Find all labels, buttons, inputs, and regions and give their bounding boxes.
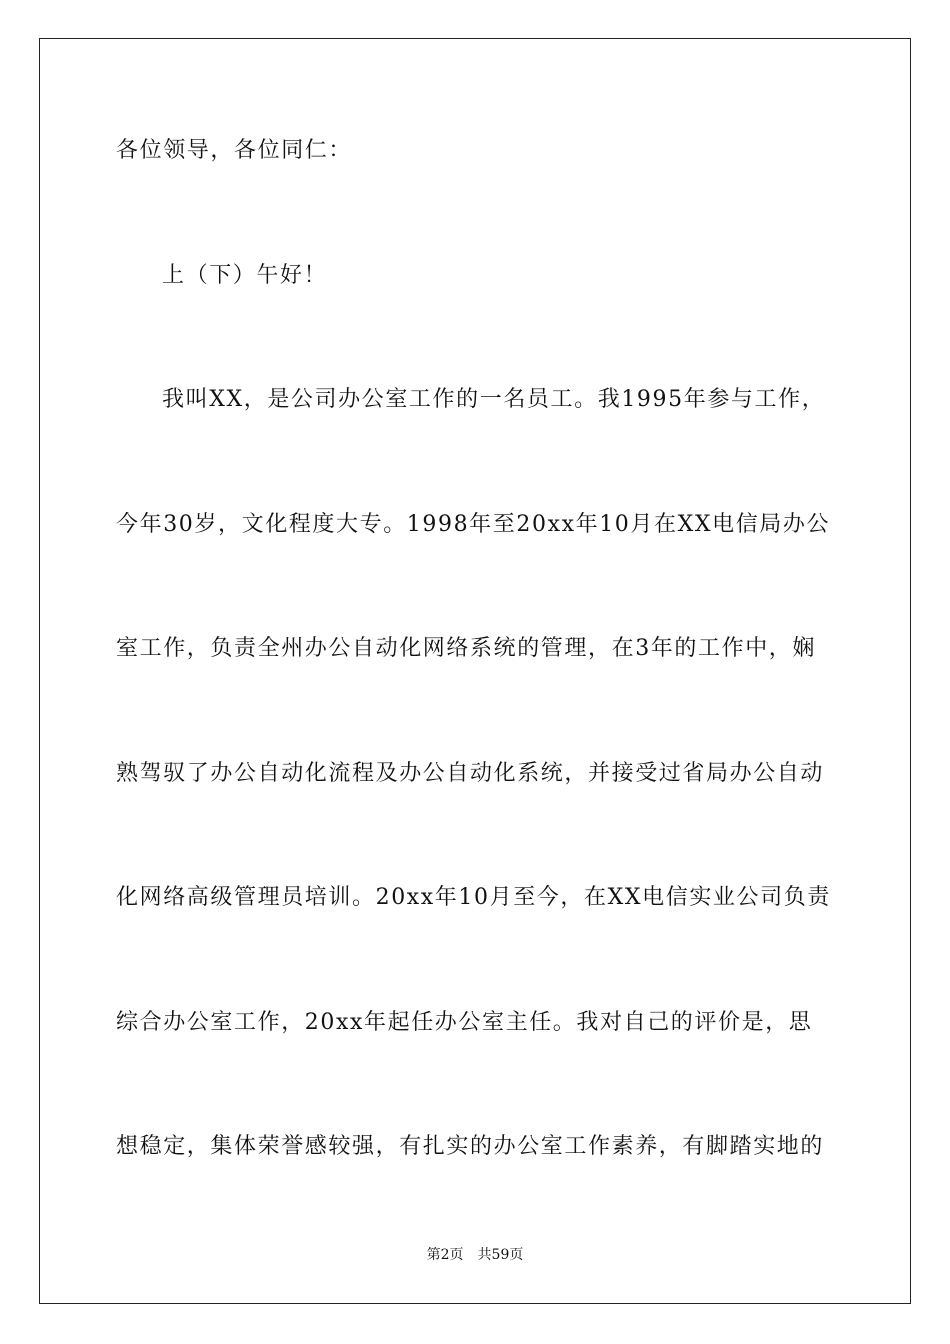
page-border [39,38,911,1304]
body-line-7: 想稳定，集体荣誉感较强，有扎实的办公室工作素养，有脚踏实地的 [116,1134,825,1159]
page-total: 共59页 [477,1247,524,1263]
body-line-1: 我叫XX，是公司办公室工作的一名员工。我1995年参与工作， [162,387,826,412]
body-line-6: 综合办公室工作，20xx年起任办公室主任。我对自己的评价是，思 [116,1010,813,1035]
page-number: 第2页 [426,1247,464,1263]
body-line-2: 今年30岁，文化程度大专。1998年至20xx年10月在XX电信局办公 [116,512,831,537]
body-line-3: 室工作，负责全州办公自动化网络系统的管理，在3年的工作中，娴 [116,636,816,661]
salutation-line: 各位领导，各位同仁： [116,138,353,163]
page-footer [0,1244,950,1264]
greeting-line: 上（下）午好！ [162,263,328,288]
body-line-4: 熟驾驭了办公自动化流程及办公自动化系统，并接受过省局办公自动 [116,761,825,786]
body-line-5: 化网络高级管理员培训。20xx年10月至今，在XX电信实业公司负责 [116,885,831,910]
